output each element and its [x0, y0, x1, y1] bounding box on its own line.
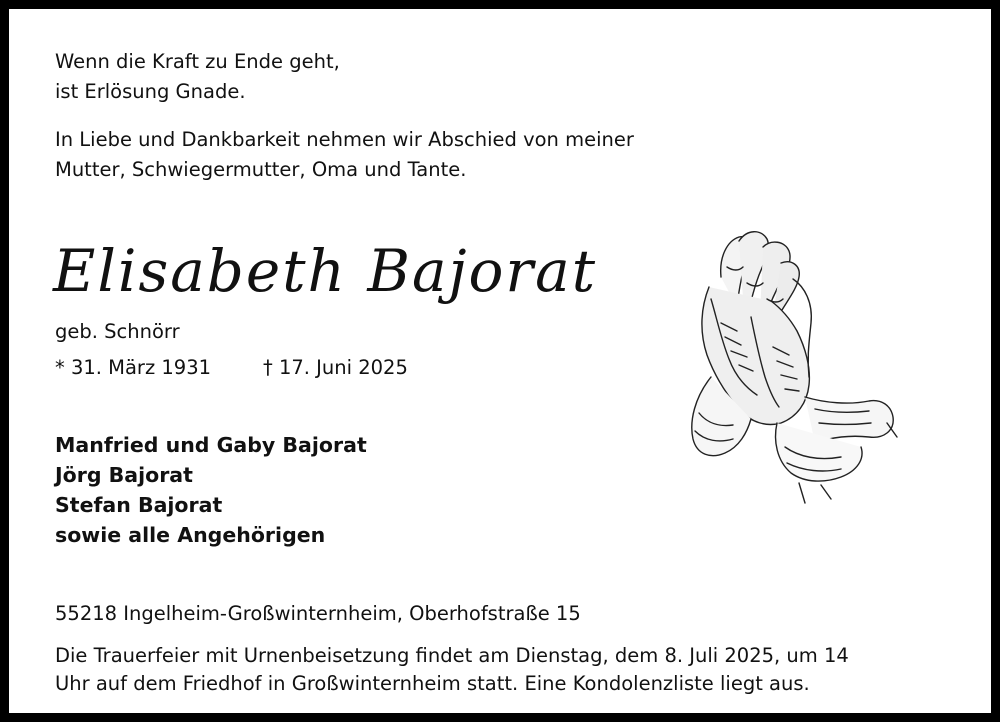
- mourner-1: Manfried und Gaby Bajorat: [55, 433, 367, 457]
- mourner-3: Stefan Bajorat: [55, 493, 223, 517]
- intro-line-1: In Liebe und Dankbarkeit nehmen wir Abschied von meiner: [55, 128, 634, 151]
- praying-hands-icon: [681, 227, 901, 505]
- address: 55218 Ingelheim-Großwinternheim, Oberhofstraße 15: [55, 602, 581, 625]
- maiden-name: geb. Schnörr: [55, 320, 180, 343]
- birth-date: * 31. März 1931: [55, 356, 212, 379]
- funeral-notice-line-2: Uhr auf dem Friedhof in Großwinternheim statt. Eine Kondolenzliste liegt aus.: [55, 672, 810, 695]
- poem-line-2: ist Erlösung Gnade.: [55, 80, 246, 103]
- funeral-notice-line-1: Die Trauerfeier mit Urnenbeisetzung findet am Dienstag, dem 8. Juli 2025, um 14: [55, 644, 849, 667]
- deceased-name: Elisabeth Bajorat: [53, 237, 598, 305]
- intro-line-2: Mutter, Schwiegermutter, Oma und Tante.: [55, 158, 467, 181]
- death-date: † 17. Juni 2025: [263, 356, 408, 379]
- mourner-2: Jörg Bajorat: [55, 463, 193, 487]
- mourner-4: sowie alle Angehörigen: [55, 523, 326, 547]
- poem-line-1: Wenn die Kraft zu Ende geht,: [55, 50, 340, 73]
